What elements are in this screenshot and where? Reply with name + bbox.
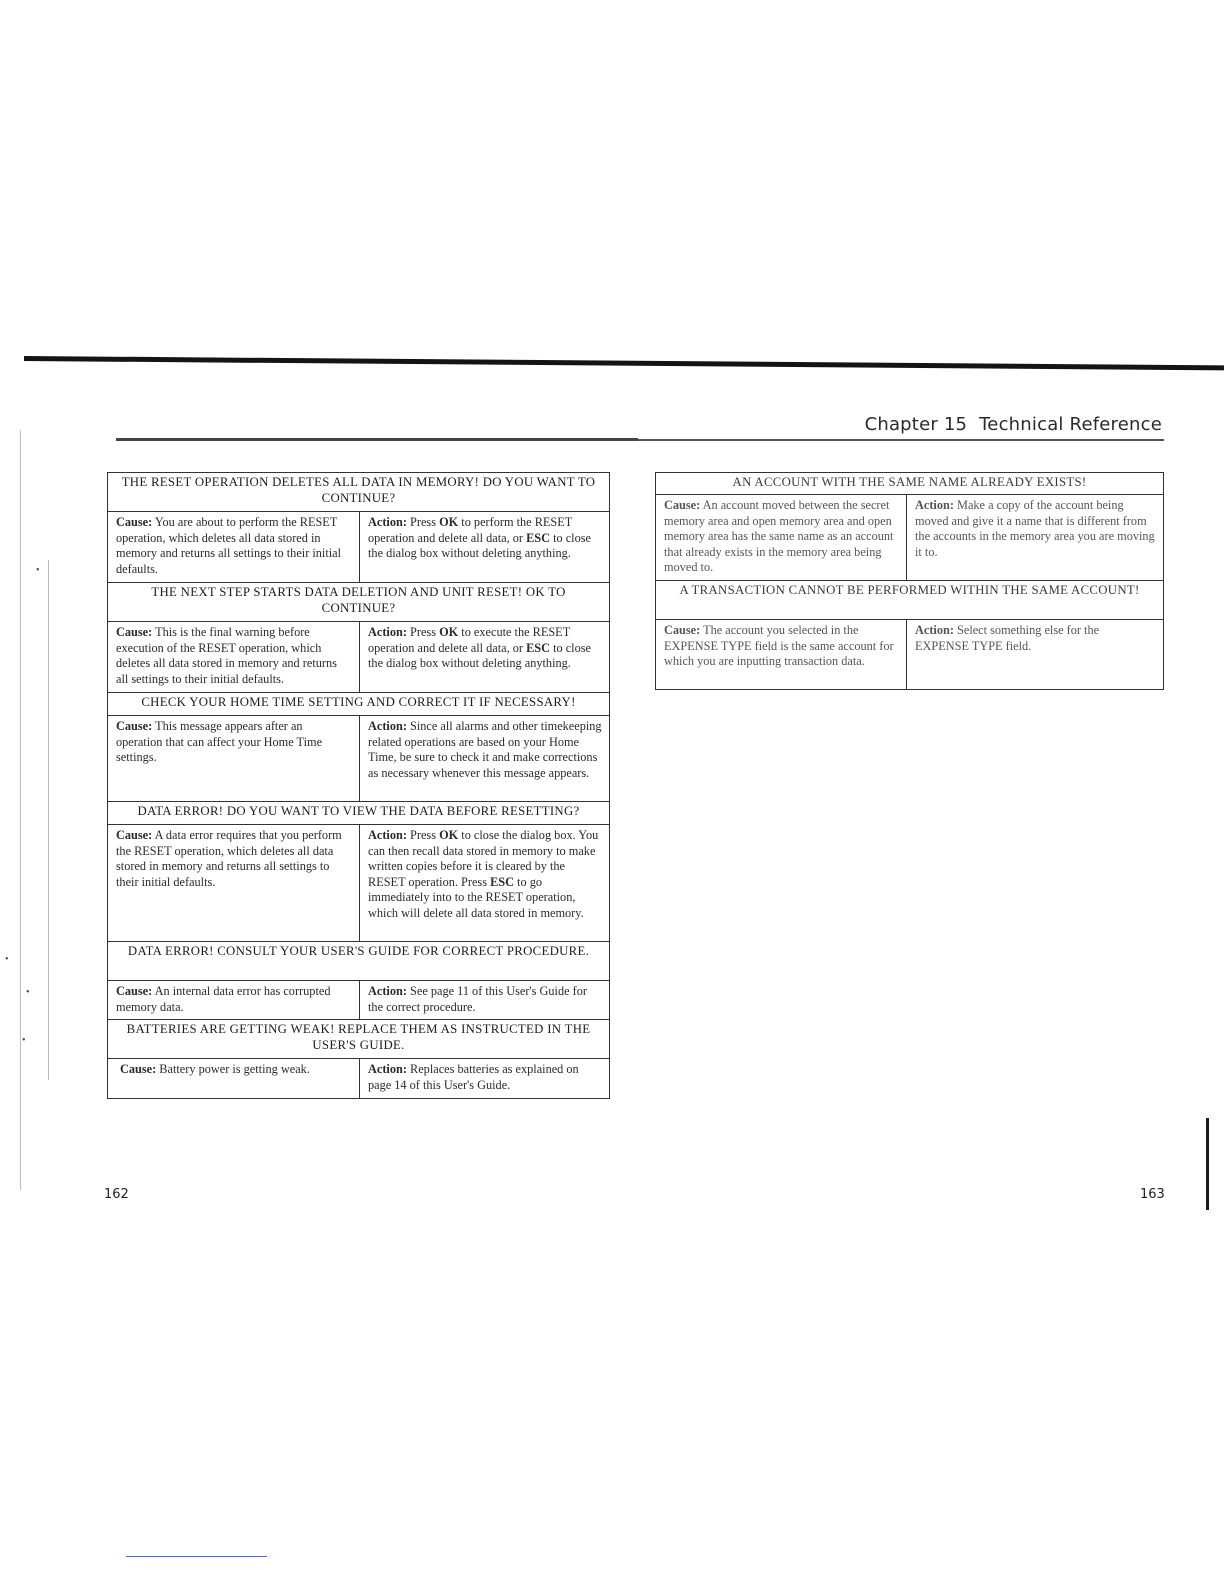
message-heading: THE RESET OPERATION DELETES ALL DATA IN MEMORY! DO YOU WANT TO CONTINUE? — [108, 473, 610, 512]
top-scan-rule — [24, 356, 1224, 370]
cause-text: An internal data error has corrupted memory data. — [116, 984, 331, 1014]
message-detail-row — [108, 512, 610, 583]
key-name: OK — [439, 515, 459, 529]
action-text: Make a copy of the account being moved and give it a name that is different from the accounts in the memory area you are moving it to. — [915, 498, 1155, 559]
cause-cell — [108, 1059, 360, 1099]
scan-margin-line — [20, 430, 21, 1190]
cause-label: Cause: — [116, 515, 153, 529]
cause-text: This is the final warning before execution of the RESET operation, which deletes all data stored in memory and returns all settings to their initial defaults. — [116, 625, 337, 686]
cause-label: Cause: — [120, 1062, 157, 1077]
cause-text: Battery power is getting weak. — [159, 1062, 310, 1077]
cause-label: Cause: — [664, 623, 701, 637]
message-heading-row — [108, 942, 610, 981]
message-detail-row — [108, 716, 610, 802]
action-text: Press OK to perform the RESET operation and delete all data, or ESC to close the dialog box without deleting anything. — [368, 515, 591, 561]
message-detail-row — [656, 495, 1164, 581]
cause-label: Cause: — [116, 984, 153, 998]
message-heading-row — [108, 1020, 610, 1059]
action-label: Action: — [368, 984, 407, 998]
action-cell — [360, 716, 610, 802]
message-heading-row — [656, 473, 1164, 495]
key-name: ESC — [490, 874, 514, 889]
message-detail-row — [108, 981, 610, 1020]
message-detail-row — [108, 825, 610, 942]
cause-text: A data error requires that you perform the RESET operation, which deletes all data stored in memory and returns all settings to their initial defaults. — [116, 828, 342, 889]
action-text: Press OK to execute the RESET operation and delete all data, or ESC to close the dialog box without deleting anything. — [368, 625, 591, 671]
cause-cell — [108, 825, 360, 942]
action-cell — [360, 622, 610, 693]
header-rule-right — [638, 439, 1164, 441]
chapter-number: Chapter 15 — [864, 414, 968, 435]
cause-cell — [108, 716, 360, 802]
action-cell — [360, 512, 610, 583]
action-cell — [907, 620, 1164, 690]
message-detail-row — [108, 1059, 610, 1099]
cause-cell — [108, 981, 360, 1020]
scan-speck: • — [26, 987, 30, 998]
page-number-left: 162 — [104, 1187, 129, 1202]
chapter-section-title: Technical Reference — [979, 414, 1162, 435]
cause-text: The account you selected in the EXPENSE TYPE field is the same account for which you are inputting transaction data. — [664, 623, 894, 669]
footer-rule — [126, 1556, 267, 1557]
message-heading: THE NEXT STEP STARTS DATA DELETION AND UNIT RESET! OK TO CONTINUE? — [108, 583, 610, 622]
cause-label: Cause: — [116, 625, 153, 639]
action-cell — [360, 1059, 610, 1099]
cause-cell — [108, 622, 360, 693]
key-name: OK — [439, 828, 459, 842]
key-name: ESC — [526, 530, 551, 545]
scan-speck: • — [22, 1035, 26, 1046]
action-text: Since all alarms and other timekeeping related operations are based on your Home Time, be sure to check it and make corrections as necessary whenever this message appears. — [368, 719, 602, 780]
right-edge-bar — [1206, 1118, 1209, 1210]
cause-label: Cause: — [116, 828, 153, 842]
cause-text: An account moved between the secret memory area and open memory area and open memory area has the same name as an account that already exists in the memory area being moved to. — [664, 498, 894, 575]
action-text: Press OK to close the dialog box. You can then recall data stored in memory to make written copies before it is cleared by the RESET operation. Press ESC to go immediately into to the RESET operation, which will delete all data stored in memory. — [368, 828, 599, 920]
message-heading: DATA ERROR! CONSULT YOUR USER'S GUIDE FOR CORRECT PROCEDURE. — [108, 942, 610, 981]
action-cell — [360, 825, 610, 942]
action-label: Action: — [368, 719, 407, 733]
action-label: Action: — [368, 625, 407, 639]
cause-cell — [108, 512, 360, 583]
right-message-table — [655, 472, 1164, 690]
action-label: Action: — [915, 498, 954, 512]
left-message-table — [107, 472, 610, 1099]
cause-cell — [656, 620, 907, 690]
message-heading: BATTERIES ARE GETTING WEAK! REPLACE THEM AS INSTRUCTED IN THE USER'S GUIDE. — [108, 1020, 610, 1059]
action-cell — [907, 495, 1164, 581]
scan-margin-line — [48, 560, 49, 1080]
cause-cell — [656, 495, 907, 581]
cause-text: This message appears after an operation that can affect your Home Time settings. — [116, 719, 323, 765]
action-label: Action: — [368, 828, 407, 842]
message-detail-row — [656, 620, 1164, 690]
message-heading-row — [108, 583, 610, 622]
message-detail-row — [108, 622, 610, 693]
cause-label: Cause: — [664, 498, 701, 512]
action-label: Action: — [368, 1062, 407, 1077]
key-name: OK — [439, 625, 459, 639]
scan-speck: • — [5, 954, 9, 965]
cause-text: You are about to perform the RESET operation, which deletes all data stored in memory and returns all settings to their initial defaults. — [116, 515, 342, 576]
message-heading-row — [108, 802, 610, 825]
message-heading: DATA ERROR! DO YOU WANT TO VIEW THE DATA BEFORE RESETTING? — [108, 802, 610, 825]
cause-label: Cause: — [116, 719, 153, 733]
action-label: Action: — [915, 623, 954, 637]
message-heading-row — [108, 693, 610, 716]
scan-speck: • — [36, 565, 40, 576]
message-heading: AN ACCOUNT WITH THE SAME NAME ALREADY EXISTS! — [656, 473, 1164, 495]
action-text: Replaces batteries as explained on page 14 of this User's Guide. — [368, 1062, 579, 1092]
message-heading-row — [108, 473, 610, 512]
action-cell — [360, 981, 610, 1020]
message-heading: A TRANSACTION CANNOT BE PERFORMED WITHIN THE SAME ACCOUNT! — [656, 581, 1164, 620]
action-text: Select something else for the EXPENSE TYPE field. — [915, 623, 1100, 653]
page-number-right: 163 — [1140, 1187, 1165, 1202]
action-label: Action: — [368, 515, 407, 529]
key-name: ESC — [526, 640, 551, 655]
action-text: See page 11 of this User's Guide for the correct procedure. — [368, 984, 587, 1014]
header-rule-left — [116, 438, 638, 441]
message-heading-row — [656, 581, 1164, 620]
chapter-header — [865, 414, 1162, 435]
message-heading: CHECK YOUR HOME TIME SETTING AND CORRECT IT IF NECESSARY! — [108, 693, 610, 716]
